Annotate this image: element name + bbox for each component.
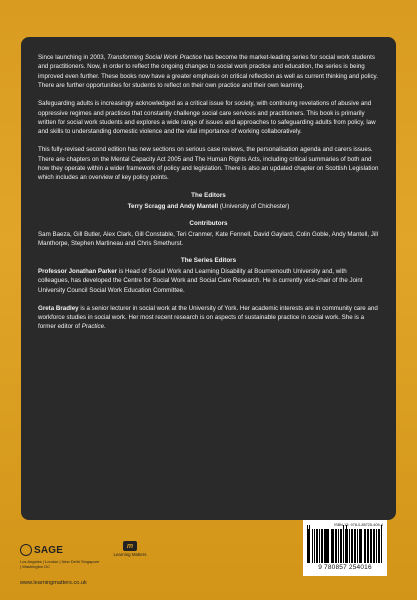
bradley-bio — [38, 304, 379, 332]
bradley-name: Greta Bradley — [38, 304, 79, 312]
footer — [0, 520, 417, 600]
isbn-label: ISBN-13: 978-0-85725-405-4 — [334, 523, 383, 527]
sage-logo — [20, 544, 63, 556]
editors-affiliation: (University of Chichester) — [218, 202, 290, 210]
bradley-bio-end: . — [104, 323, 106, 331]
website-link[interactable]: www.learningmatters.co.uk — [20, 580, 87, 586]
barcode-stripe — [355, 529, 356, 563]
text-panel — [21, 37, 396, 520]
editors-heading: The Editors — [191, 192, 226, 200]
learning-matters-logo — [113, 541, 147, 557]
sage-wordmark: SAGE — [34, 544, 64, 556]
series-editors-section — [38, 256, 379, 331]
learning-matters-letter: m — [126, 542, 134, 550]
parker-name: Professor Jonathan Parker — [38, 267, 118, 275]
journal-title: Practice — [81, 323, 105, 331]
learning-matters-icon — [123, 541, 137, 551]
barcode-stripe — [314, 529, 315, 563]
barcode-stripe — [361, 529, 362, 563]
barcode-stripe — [376, 529, 377, 563]
parker-bio — [38, 267, 379, 295]
barcode-stripe — [319, 529, 320, 563]
sage-cities: Los Angeles | London | New Delhi Singapore | Washington DC — [20, 559, 100, 570]
editors-section — [38, 191, 379, 211]
barcode-stripe — [328, 529, 329, 563]
learning-matters-wordmark: Learning Matters — [113, 552, 147, 557]
contributors-heading: Contributors — [189, 220, 228, 228]
intro-paragraph-2: Safeguarding adults is increasingly acknowledged as a critical issue for society, with continuing revelations of abusive and oppressive regimes and practices that constantly challenge social care services and practitioners. This book is primarily written for social work students and explores a wide range of issues and approaches to safeguarding adults from policy, law and skills to understanding domestic violence and the vital importance of working collaboratively. — [38, 100, 376, 136]
barcode-stripe — [309, 525, 310, 563]
intro-text: has become the market-leading series for social work students and practitioners. Now, in order to reflect the ongoing changes to social work practice and education, the series is being improved even further. These books now have a greater emphasis on critical reflection as well as current thinking and policy. There are further opportunities for students to reflect on their own practice and their own learning. — [38, 54, 378, 90]
isbn-barcode — [303, 520, 387, 576]
series-title: Transforming Social Work Practice — [107, 54, 202, 61]
barcode-bars — [307, 529, 383, 563]
intro-paragraph-1 — [38, 53, 379, 91]
barcode-stripe — [338, 529, 339, 563]
sage-circle-icon — [20, 544, 32, 556]
editors-names: Terry Scragg and Andy Mantell — [127, 202, 219, 210]
parker-bio-text: is Head of Social Work and Learning Disability at Bournemouth University and, with colleagues, has developed the Centre for Social Work and Social Care Research. He is currently vice-chair of the Joint University Council Social Work Education Committee. — [38, 267, 363, 294]
intro-text: Since launching in 2003, — [38, 54, 108, 61]
contributors-names: Sam Baeza, Gill Butler, Alex Clark, Gill Constable, Teri Cranmer, Kate Fennell, David Gaylard, Colin Goble, Andy Mantell, Jill Manthorpe, Stephen Martineau and Chris Smethurst. — [38, 230, 378, 247]
barcode-stripe — [317, 529, 318, 563]
bradley-bio-text: is a senior lecturer in social work at the University of York. Her academic interests are in community care and workforce studies in social work. Her most recent research is on aspects of sustainable practice in social work. She is a former editor of — [38, 304, 378, 331]
barcode-stripe — [333, 529, 334, 563]
barcode-number: 9 780857 254016 — [318, 564, 372, 571]
intro-paragraph-3: This fully-revised second edition has new sections on serious case reviews, the personalisation agenda and carers issues. There are chapters on the Mental Capacity Act 2005 and The Human Rights Acts, including critical summaries of both and how they operate within a wider framework of policy and legislation. There is also an updated chapter on Scottish Legislation which includes an overview of key policy points. — [38, 146, 379, 182]
contributors-section — [38, 219, 379, 248]
barcode-stripe — [381, 525, 382, 563]
series-editors-heading: The Series Editors — [180, 257, 237, 265]
